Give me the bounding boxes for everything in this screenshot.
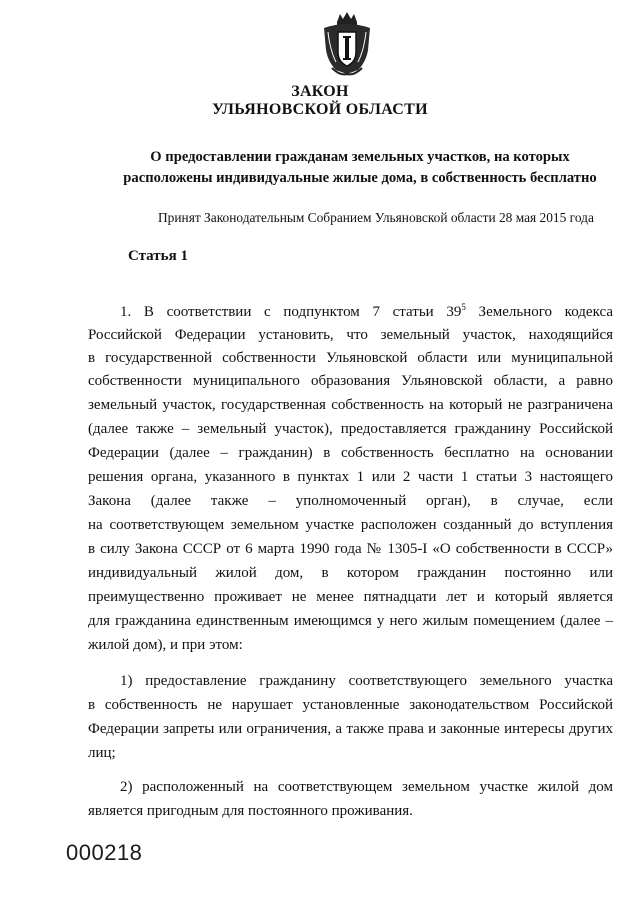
paragraph-line: Федерации (далее – гражданин) в собственность бесплатно на основании [88, 445, 613, 461]
coat-of-arms-icon [318, 10, 376, 78]
paragraph-line: жилой дом), и при этом: [88, 637, 243, 653]
law-title: ЗАКОН [291, 83, 349, 100]
document-serial-number: 000218 [66, 840, 143, 865]
paragraph-line: в силу Закона СССР от 6 марта 1990 года № 1305-I «О собственности в СССР» [88, 541, 613, 557]
paragraph-line: Закона (далее также – уполномоченный орган), в случае, если [88, 493, 613, 509]
list-item-line: 2) расположенный на соответствующем земельном участке жилой дом [120, 779, 613, 795]
law-subject: О предоставлении гражданам земельных участков, на которых расположены индивидуальные жилые дома, в собственность бесплатно [123, 149, 597, 186]
paragraph-line: Российской Федерации установить, что земельный участок, находящийся [88, 327, 613, 343]
paragraph-line: решения органа, указанного в пунктах 1 или 2 части 1 статьи 3 настоящего [88, 469, 613, 485]
superscript: 5 [461, 302, 466, 312]
list-item-line: в собственность не нарушает установленные законодательством Российской [88, 697, 613, 713]
paragraph-line: на соответствующем земельном участке расположен созданный до вступления [88, 517, 613, 533]
list-item-line: 1) предоставление гражданину соответствующего земельного участка [120, 673, 613, 689]
paragraph-line: индивидуальный жилой дом, в котором гражданин постоянно или [88, 565, 613, 581]
paragraph-line: в государственной собственности Ульяновской области или муниципальной [88, 350, 613, 366]
article-heading: Статья 1 [128, 248, 188, 264]
adoption-note: Принят Законодательным Собранием Ульяновской области 28 мая 2015 года [158, 210, 594, 225]
paragraph-line: для гражданина единственным имеющимся у него жилым помещением (далее – [88, 613, 613, 629]
law-region-title: УЛЬЯНОВСКОЙ ОБЛАСТИ [212, 101, 428, 118]
list-item-line: Федерации запреты или ограничения, а также права и законные интересы других [88, 721, 613, 737]
paragraph-line: преимущественно проживает не менее пятнадцати лет и который является [88, 589, 613, 605]
paragraph-line: земельный участок, государственная собственность на который не разграничена [88, 397, 613, 413]
list-item-line: является пригодным для постоянного проживания. [88, 803, 413, 819]
paragraph-line: 1. В соответствии с подпунктом 7 статьи $39^5$ Земельного кодекса [120, 302, 613, 320]
paragraph-line: собственности муниципального образования Ульяновской области, а равно [88, 373, 613, 389]
paragraph-line: (далее также – земельный участок), предоставляется гражданину Российской [88, 421, 613, 437]
list-item-line: лиц; [88, 745, 116, 761]
